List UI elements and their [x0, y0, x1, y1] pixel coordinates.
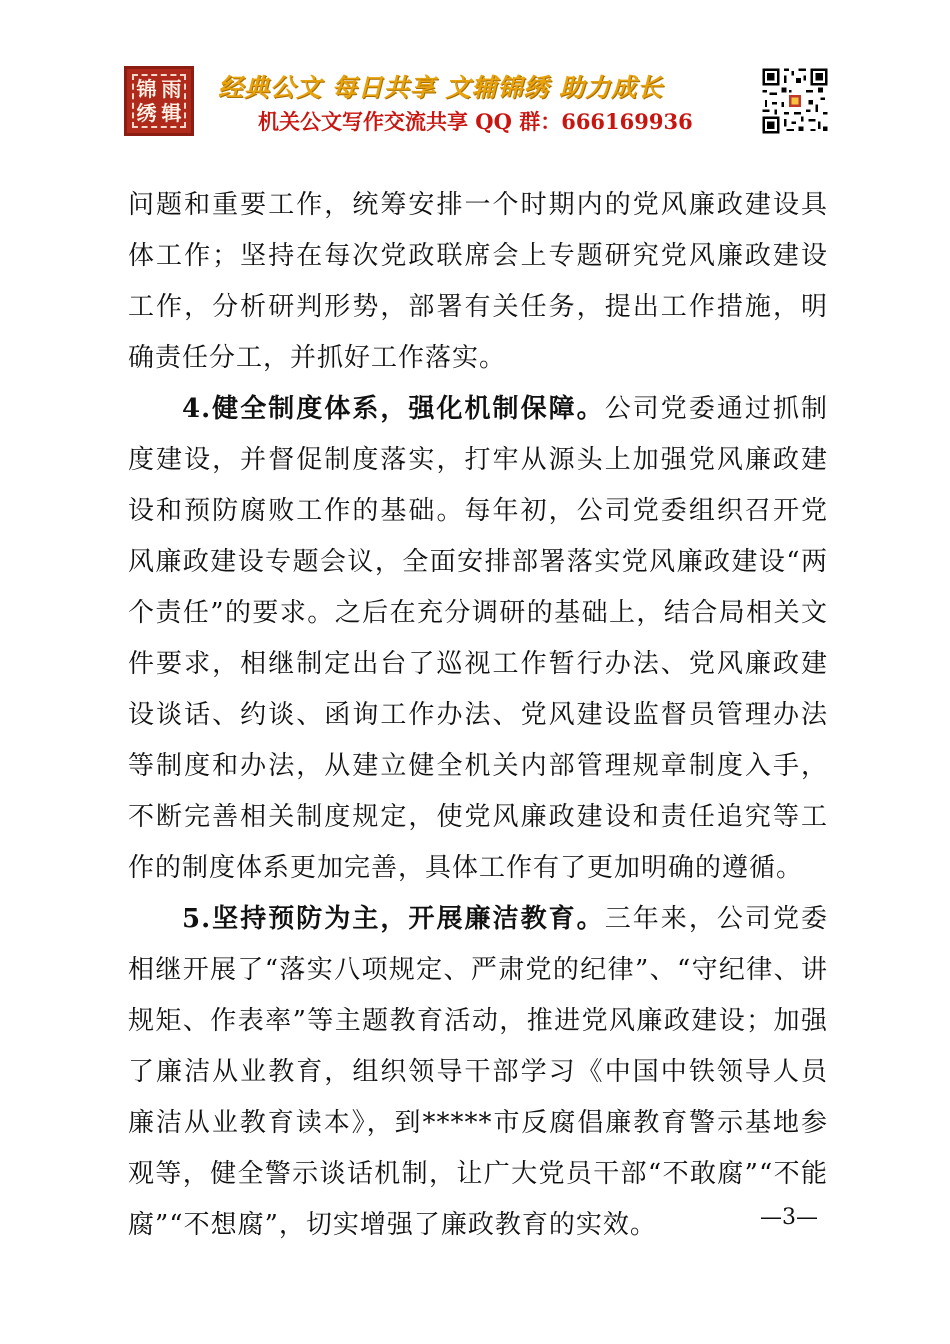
seal-logo [124, 66, 194, 136]
page-number: —3— [760, 1205, 818, 1230]
section-5-text: 三年来，公司党委相继开展了“落实八项规定、严肃党的纪律”、“守纪律、讲规矩、作表率”等主题教育活动，推进党风廉政建设；加强了廉洁从业教育，组织领导干部学习《中国中铁领导人员廉洁从业教育读本》，到*****市反腐倡廉教育警示基地参观等，健全警示谈话机制，让广大党员干部“不敢腐”“不能腐”“不想腐”，切实增强了廉政教育的实效。 [128, 904, 828, 1240]
document-body [128, 180, 828, 1251]
section-4-text: 公司党委通过抓制度建设，并督促制度落实，打牢从源头上加强党风廉政建设和预防腐败工作的基础。每年初，公司党委组织召开党风廉政建设专题会议，全面安排部署落实党风廉政建设“两个责任”的要求。之后在充分调研的基础上，结合局相关文件要求，相继制定出台了巡视工作暂行办法、党风廉政建设谈话、约谈、函询工作办法、党风建设监督员管理办法等制度和办法，从建立健全机关内部管理规章制度入手，不断完善相关制度规定，使党风廉政建设和责任追究等工作的制度体系更加完善，具体工作有了更加明确的遵循。 [128, 394, 828, 883]
section-5-heading: 5.坚持预防为主，开展廉洁教育。 [182, 904, 605, 934]
section-4-heading: 4.健全制度体系，强化机制保障。 [182, 394, 605, 424]
seal-inner [132, 74, 186, 128]
seal-char: 雨 [161, 77, 182, 101]
paragraph-section-5 [128, 894, 828, 1251]
page-header [118, 58, 832, 144]
paragraph-section-4 [128, 384, 828, 894]
paragraph-continuation: 问题和重要工作，统筹安排一个时期内的党风廉政建设具体工作；坚持在每次党政联席会上专题研究党风廉政建设工作，分析研判形势，部署有关任务，提出工作措施，明确责任分工，并抓好工作落实。 [128, 190, 828, 373]
seal-char: 绣 [136, 101, 157, 125]
qq-group-line: 机关公文写作交流共享 QQ 群：666169936 [258, 109, 693, 134]
qr-code-icon [760, 66, 830, 136]
header-slogan: 经典公文 每日共享 文辅锦绣 助力成长 [218, 73, 664, 102]
seal-char: 辑 [161, 101, 182, 125]
seal-char: 锦 [136, 77, 157, 101]
